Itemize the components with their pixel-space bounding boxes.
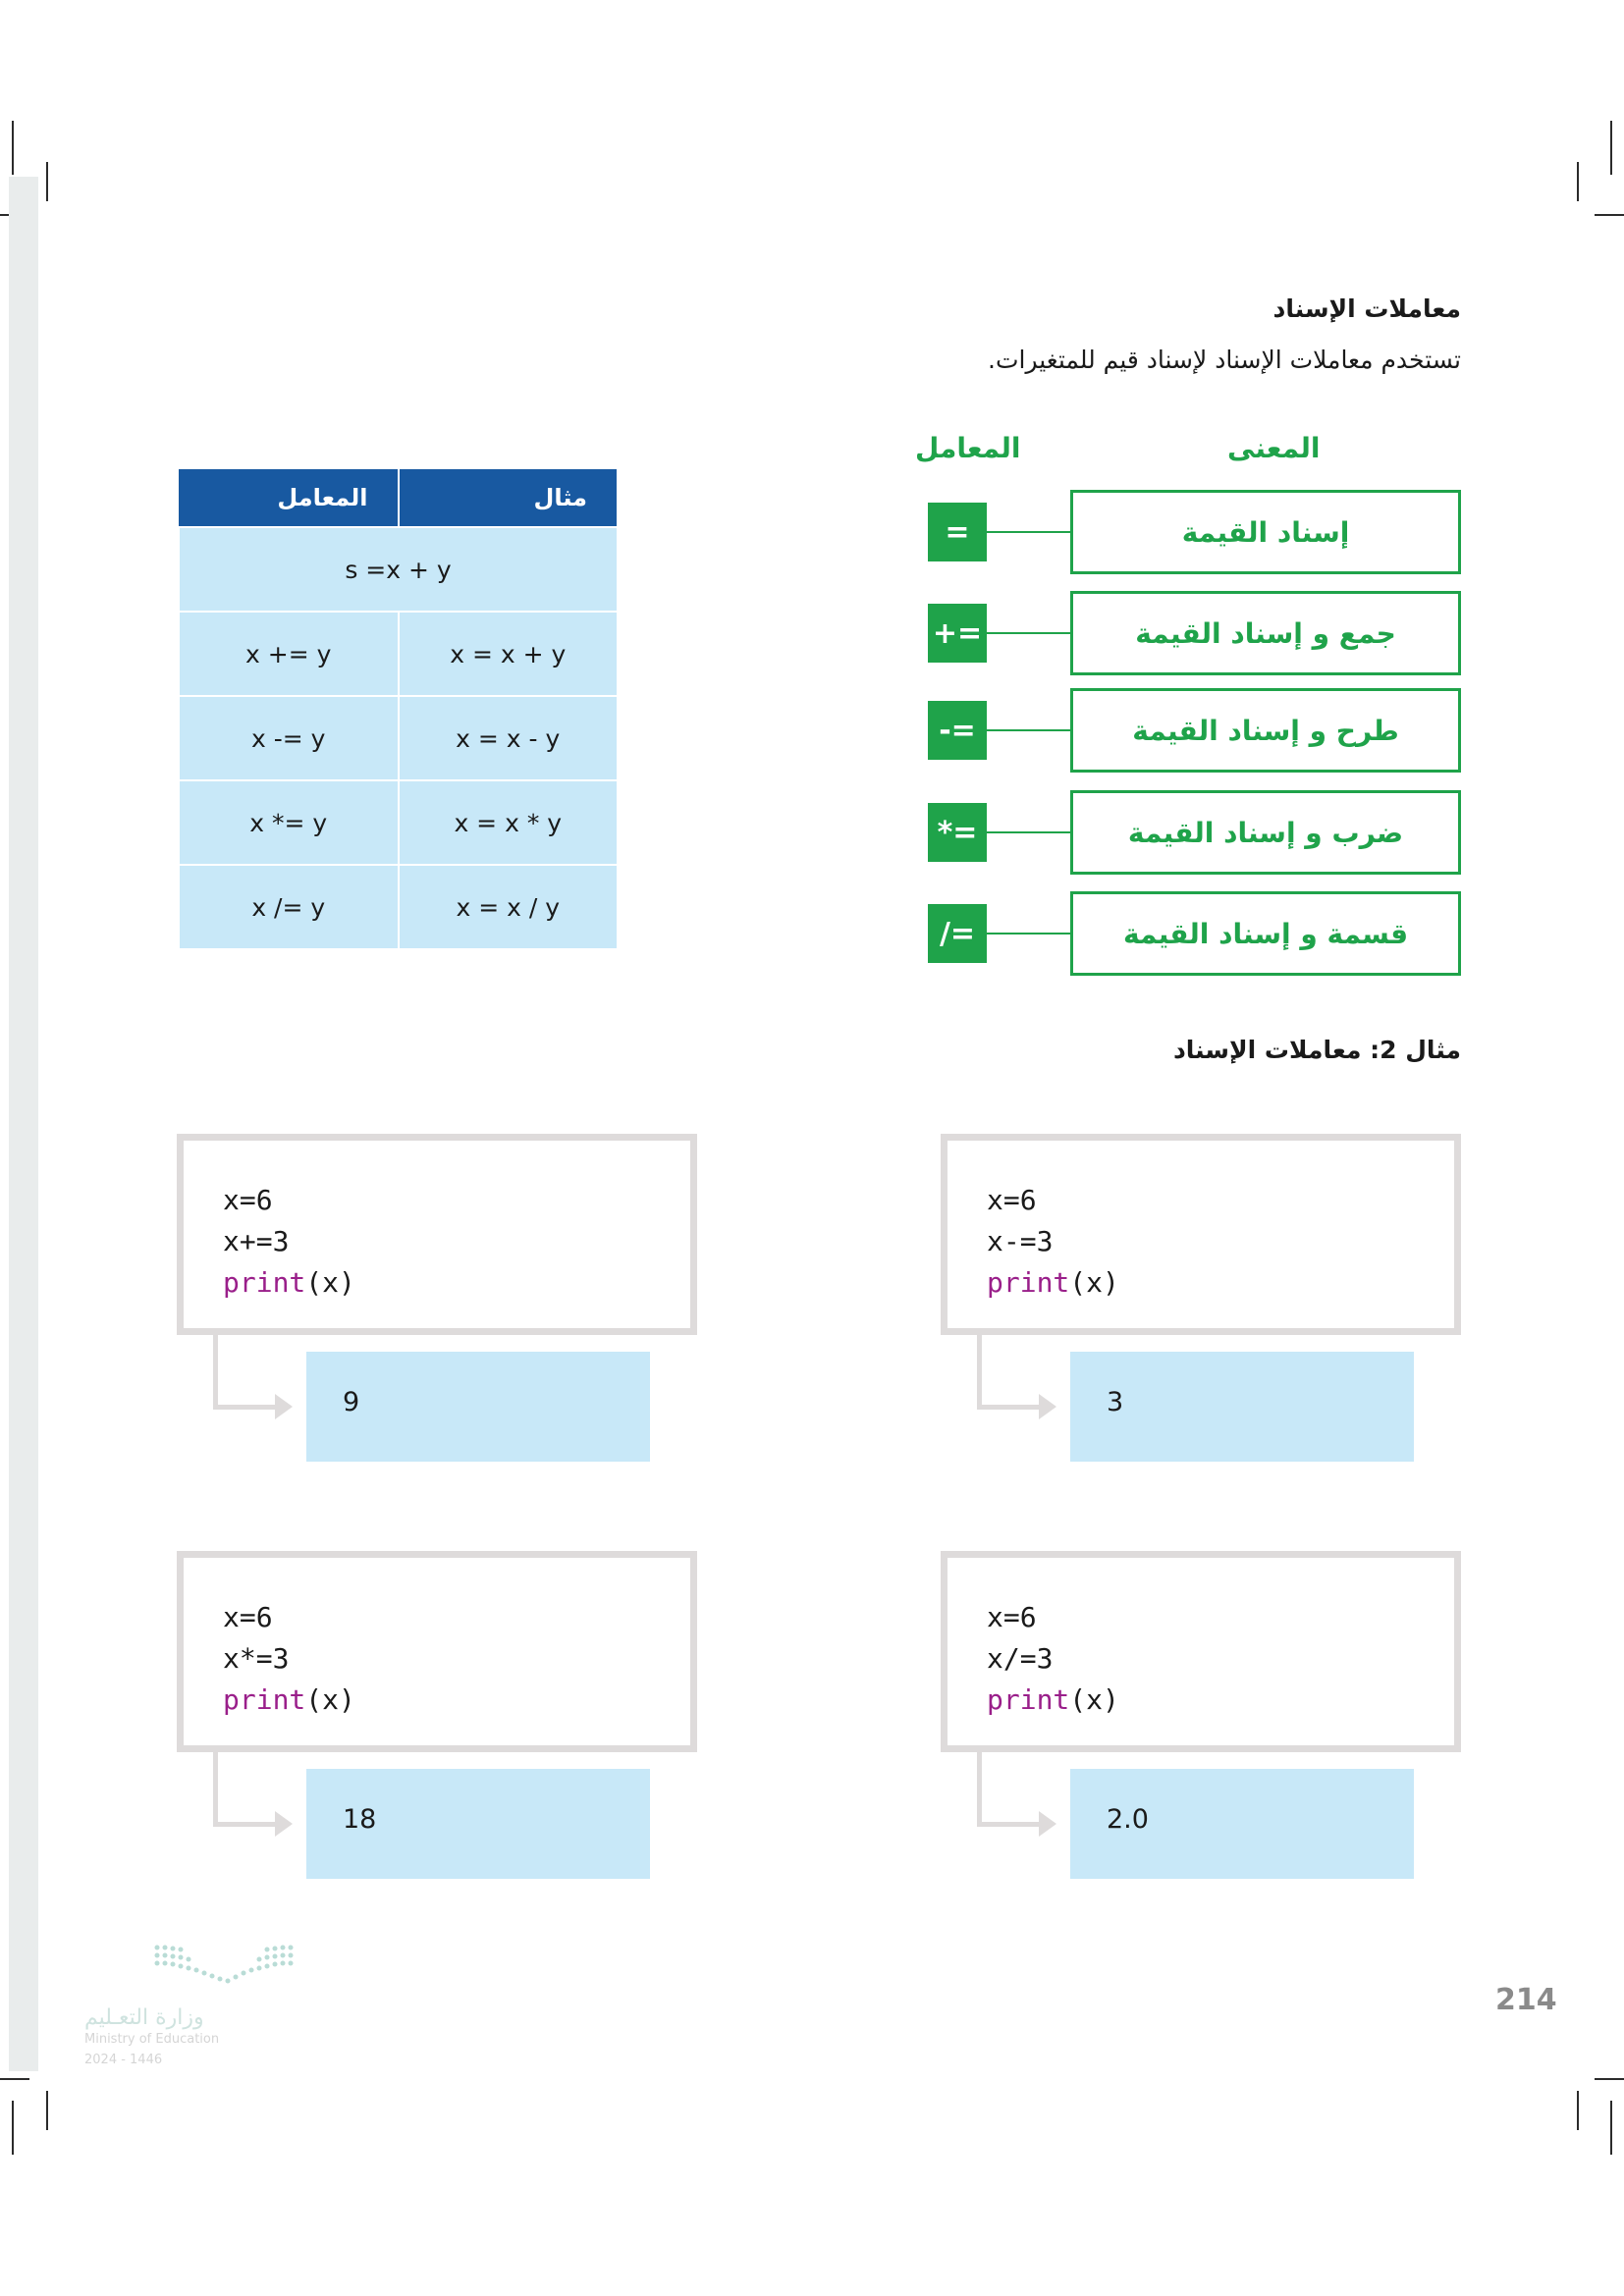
- example-cell: x = x / y: [399, 865, 619, 949]
- code-line: x=6: [987, 1184, 1037, 1216]
- ministry-name-english: Ministry of Education: [84, 2032, 220, 2047]
- arrow-line: [213, 1822, 277, 1827]
- code-block: [177, 1134, 697, 1335]
- operator-symbol: /=: [928, 904, 987, 963]
- crop-mark: [1577, 2091, 1579, 2130]
- table-header-row: [179, 469, 618, 527]
- print-args: (x): [305, 1683, 355, 1716]
- operator-meaning: طرح و إسناد القيمة: [1070, 688, 1461, 773]
- output-value: 2.0: [1107, 1804, 1149, 1835]
- crop-mark: [1595, 214, 1624, 216]
- arrow-line: [213, 1752, 218, 1827]
- code-line: [987, 1680, 1119, 1721]
- operator-cell: x -= y: [179, 696, 399, 780]
- print-keyword: print: [987, 1683, 1070, 1716]
- operator-symbol: *=: [928, 803, 987, 862]
- crop-mark: [46, 2091, 48, 2130]
- code-text: [987, 1597, 1119, 1721]
- operator-meaning: قسمة و إسناد القيمة: [1070, 891, 1461, 976]
- crop-mark: [46, 162, 48, 201]
- arrow-line: [977, 1335, 982, 1410]
- connector-line: [987, 831, 1070, 833]
- arrow-head-icon: [275, 1394, 293, 1419]
- arrow-head-icon: [1039, 1394, 1056, 1419]
- table-row: [179, 612, 618, 696]
- connector-line: [987, 933, 1070, 934]
- operator-cell: x += y: [179, 612, 399, 696]
- code-line: [223, 1262, 355, 1304]
- code-line: [223, 1680, 355, 1721]
- code-line: x-=3: [987, 1225, 1054, 1257]
- code-block: [177, 1551, 697, 1752]
- print-keyword: print: [223, 1266, 306, 1299]
- print-args: (x): [1069, 1266, 1119, 1299]
- print-keyword: print: [987, 1266, 1070, 1299]
- ministry-name-arabic: وزارة التعـليم: [84, 2005, 204, 2030]
- code-line: x/=3: [987, 1642, 1054, 1675]
- table-row: [179, 865, 618, 949]
- operator-symbol: +=: [928, 604, 987, 663]
- table-row: [179, 780, 618, 865]
- output-value: 3: [1107, 1387, 1124, 1417]
- arrow-head-icon: [1039, 1811, 1056, 1837]
- code-line: x=6: [987, 1601, 1037, 1633]
- intro-text: تستخدم معاملات الإسناد لإسناد قيم للمتغيرات.: [988, 346, 1461, 374]
- output-box: [1070, 1352, 1414, 1462]
- crop-mark: [1595, 2078, 1624, 2080]
- arrow-line: [977, 1752, 982, 1827]
- print-args: (x): [305, 1266, 355, 1299]
- code-text: [223, 1597, 355, 1721]
- output-box: [306, 1352, 650, 1462]
- arrow-line: [213, 1405, 277, 1410]
- connector-line: [987, 531, 1070, 533]
- merged-cell: s =x + y: [179, 527, 618, 612]
- arrow-line: [213, 1335, 218, 1410]
- table-row: [179, 527, 618, 612]
- example-title: مثال 2: معاملات الإسناد: [1172, 1036, 1461, 1064]
- operator-column-label: المعامل: [915, 432, 1021, 464]
- code-line: x=6: [223, 1601, 273, 1633]
- page-spine-strip: [9, 177, 38, 2071]
- output-value: 18: [343, 1804, 377, 1835]
- output-value: 9: [343, 1387, 360, 1417]
- code-line: [987, 1262, 1119, 1304]
- examples-table: [178, 469, 619, 950]
- header-operator: المعامل: [179, 469, 399, 527]
- crop-mark: [0, 2078, 29, 2080]
- arrow-head-icon: [275, 1811, 293, 1837]
- arrow-line: [977, 1822, 1041, 1827]
- connector-line: [987, 729, 1070, 731]
- arrow-line: [977, 1405, 1041, 1410]
- operator-meaning: ضرب و إسناد القيمة: [1070, 790, 1461, 875]
- operator-symbol: =: [928, 503, 987, 561]
- meaning-column-label: المعنى: [1227, 432, 1321, 464]
- code-text: [223, 1180, 355, 1304]
- code-line: x+=3: [223, 1225, 290, 1257]
- print-args: (x): [1069, 1683, 1119, 1716]
- example-cell: x = x + y: [399, 612, 619, 696]
- operator-meaning: إسناد القيمة: [1070, 490, 1461, 574]
- example-cell: x = x * y: [399, 780, 619, 865]
- crop-mark: [1577, 162, 1579, 201]
- section-heading: معاملات الإسناد: [1272, 294, 1461, 323]
- page-number: 214: [1495, 1983, 1557, 2017]
- code-text: [987, 1180, 1119, 1304]
- print-keyword: print: [223, 1683, 306, 1716]
- header-example: مثال: [399, 469, 619, 527]
- connector-line: [987, 632, 1070, 634]
- ministry-logo-icon: [147, 1942, 304, 1993]
- output-box: [306, 1769, 650, 1879]
- crop-mark: [1610, 121, 1612, 175]
- operator-meaning: جمع و إسناد القيمة: [1070, 591, 1461, 675]
- code-line: x=6: [223, 1184, 273, 1216]
- code-block: [941, 1551, 1461, 1752]
- table-row: [179, 696, 618, 780]
- code-line: x*=3: [223, 1642, 290, 1675]
- operator-cell: x *= y: [179, 780, 399, 865]
- crop-mark: [12, 2101, 14, 2155]
- edition-year: 2024 - 1446: [84, 2053, 163, 2067]
- code-block: [941, 1134, 1461, 1335]
- output-box: [1070, 1769, 1414, 1879]
- crop-mark: [12, 121, 14, 175]
- example-cell: x = x - y: [399, 696, 619, 780]
- crop-mark: [1610, 2101, 1612, 2155]
- operator-symbol: -=: [928, 701, 987, 760]
- operator-cell: x /= y: [179, 865, 399, 949]
